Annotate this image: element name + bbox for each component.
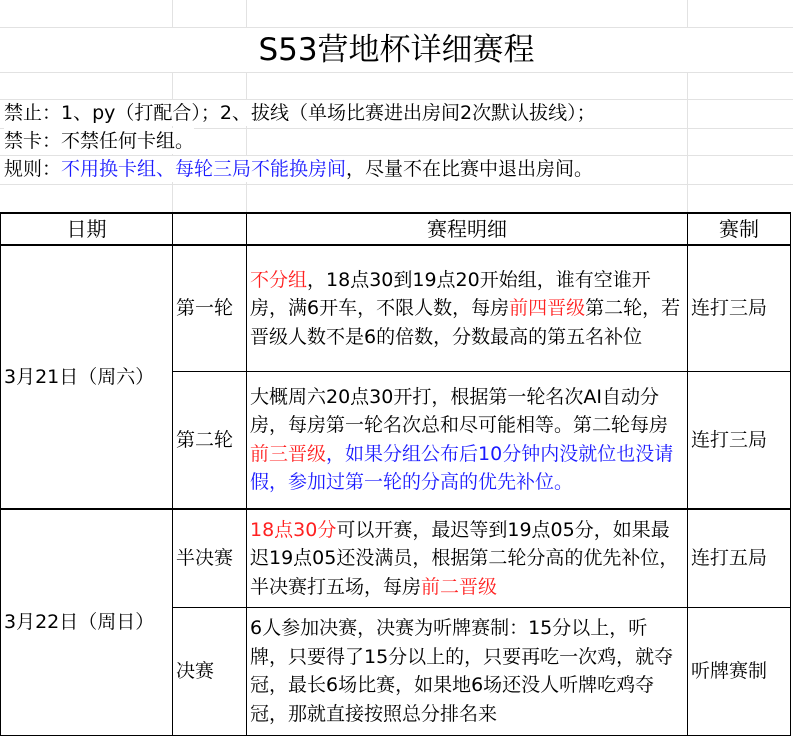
- schedule-table: [0, 212, 791, 736]
- grid-row-line: [0, 184, 793, 185]
- format-cell: 连打三局: [688, 245, 791, 371]
- table-row: [1, 509, 791, 607]
- table-header-row: [1, 213, 791, 245]
- table-row: [1, 245, 791, 371]
- header-detail: 赛程明细: [247, 213, 688, 245]
- ban-rule-line: 禁止：1、py（打配合）；2、拔线（单场比赛进出房间2次默认拔线）；: [4, 102, 596, 124]
- detail-segment: 可以开赛，最迟等到19点05分，如果最迟19点05还没满员，根据第二轮分高的优先补位，半决赛打五场，每房: [250, 518, 679, 598]
- detail-cell: [247, 245, 688, 371]
- round-cell: 第二轮: [173, 371, 247, 509]
- header-blank: [173, 213, 247, 245]
- detail-segment: 18点30分: [250, 518, 337, 541]
- round-cell: 决赛: [173, 607, 247, 735]
- round-cell: 第一轮: [173, 245, 247, 371]
- general-rule-line: [4, 156, 593, 182]
- detail-segment: 大概周六20点30开打，根据第一轮名次AI自动分房，每房第一轮名次总和尽可能相等。第二轮每房: [250, 385, 669, 437]
- rule-suffix: ，尽量不在比赛中退出房间。: [346, 158, 594, 180]
- detail-segment: ，18点30到19点20开始组，谁有空谁开房，满6开车，不限人数，每房: [250, 268, 651, 319]
- page-title: S53营地杯详细赛程: [0, 28, 793, 72]
- date-cell: 3月22日（周日）: [1, 509, 173, 735]
- format-cell: 连打五局: [688, 509, 791, 607]
- card-rule-line: 禁卡：不禁任何卡组。: [4, 130, 195, 152]
- detail-cell: [247, 509, 688, 607]
- rule-prefix: 规则：: [4, 158, 62, 180]
- detail-segment: 前三晋级: [250, 442, 327, 465]
- format-cell: 连打三局: [688, 371, 791, 509]
- detail-segment: 不分组: [250, 268, 308, 291]
- grid-row-line: [0, 72, 793, 73]
- detail-segment: 前四晋级: [509, 297, 586, 319]
- detail-segment: ，如果分组公布后10分钟内没就位也没请假，参加过第一轮的分高的优先补位。: [250, 442, 674, 494]
- detail-segment: 前二晋级: [421, 575, 498, 598]
- round-cell: 半决赛: [173, 509, 247, 607]
- detail-cell: [247, 371, 688, 509]
- detail-cell: [247, 607, 688, 735]
- detail-segment: 6人参加决赛，决赛为听牌赛制：15分以上，听牌，只要得了15分以上的，只要再吃一次鸡，就夺冠，最长6场比赛，如果地6场还没人听牌吃鸡夺冠，那就直接按照总分排名来: [250, 617, 674, 725]
- header-date: 日期: [1, 213, 173, 245]
- rule-highlight: 不用换卡组、每轮三局不能换房间: [61, 158, 347, 180]
- detail-segment: 第二轮，若晋级人数不是6的倍数，分数最高的第五名补位: [250, 297, 681, 348]
- header-format: 赛制: [688, 213, 791, 245]
- date-cell: 3月21日（周六）: [1, 245, 173, 509]
- format-cell: 听牌赛制: [688, 607, 791, 735]
